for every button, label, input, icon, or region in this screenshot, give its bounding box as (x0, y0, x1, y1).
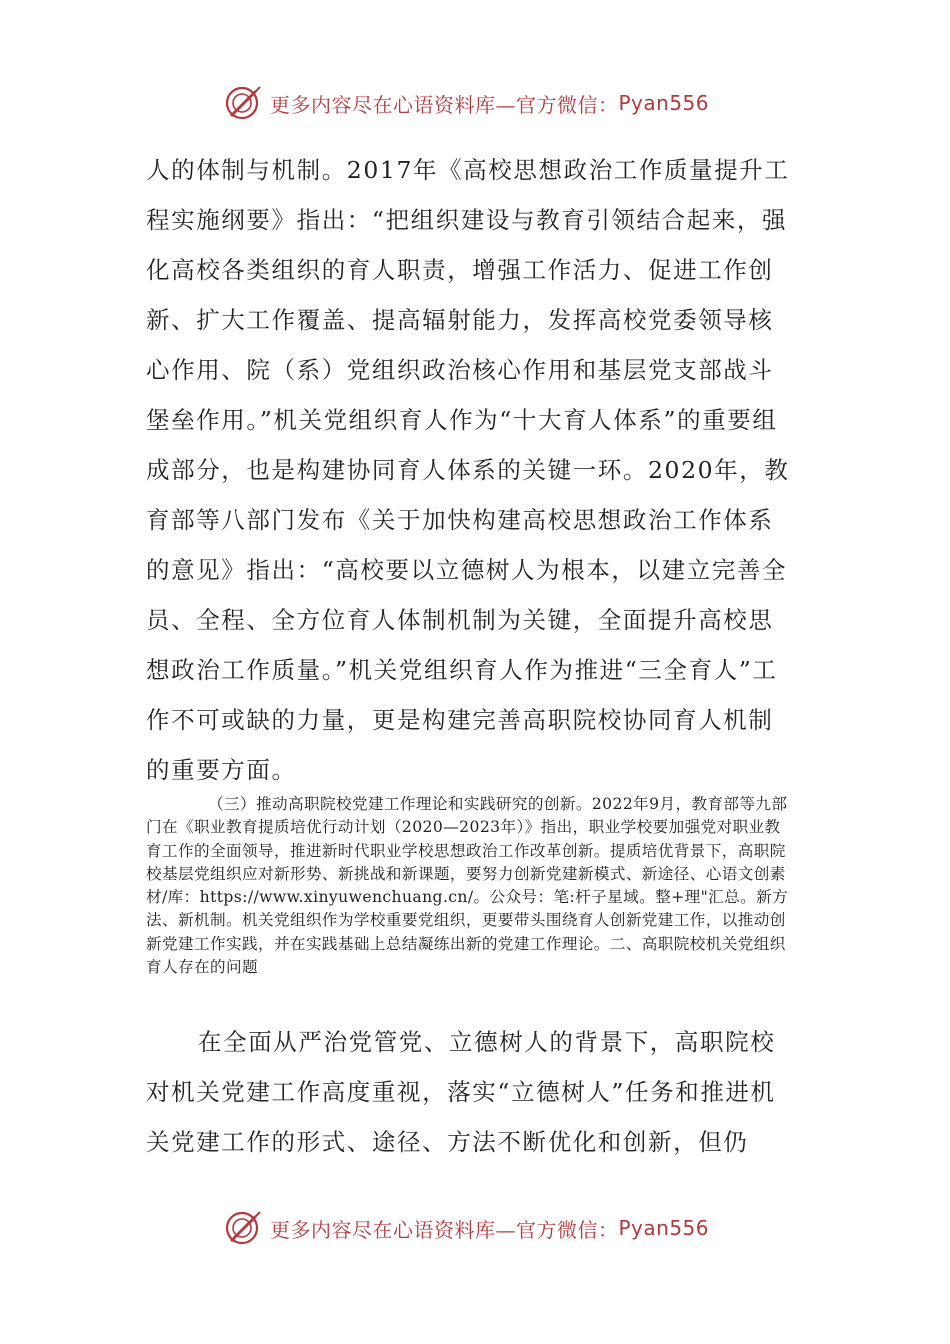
header-banner (0, 78, 950, 128)
wechat-id: Pyan556 (618, 1216, 710, 1240)
body-paragraph-top (146, 145, 796, 795)
banner-text: 更多内容尽在心语资料库—官方微信： (270, 92, 619, 117)
pen-logo-icon (224, 1208, 264, 1248)
wechat-id: Pyan556 (618, 91, 710, 115)
body-paragraph-small (146, 793, 796, 979)
banner-text: 更多内容尽在心语资料库—官方微信： (270, 1217, 619, 1242)
paragraph-text: 人的体制与机制。2017年《高校思想政治工作质量提升工程实施纲要》指出：“把组织建设与教育引领结合起来，强化高校各类组织的育人职责，增强工作活力、促进工作创新、扩大工作覆盖、提高辐射能力，发挥高校党委领导核心作用、院（系）党组织政治核心作用和基层党支部战斗堡垒作用。”机关党组织育人作为“十大育人体系”的重要组成部分，也是构建协同育人体系的关键一环。2020年，教育部等八部门发布《关于加快构建高校思想政治工作体系的意见》指出：“高校要以立德树人为根本，以建立完善全员、全程、全方位育人体制机制为关键，全面提升高校思想政治工作质量。”机关党组织育人作为推进“三全育人”工作不可或缺的力量，更是构建完善高职院校协同育人机制的重要方面。 (146, 156, 790, 784)
paragraph-text: 在全面从严治党管党、立德树人的背景下，高职院校对机关党建工作高度重视，落实“立德树人”任务和推进机关党建工作的形式、途径、方法不断优化和创新，但仍 (146, 1028, 776, 1156)
footer-banner (0, 1203, 950, 1253)
body-paragraph-bottom (146, 1017, 796, 1167)
paragraph-text: （三）推动高职院校党建工作理论和实践研究的创新。2022年9月，教育部等九部门在《职业教育提质培优行动计划（2020—2023年）》指出，职业学校要加强党对职业教育工作的全面领导，推进新时代职业学校思想政治工作改革创新。提质培优背景下，高职院校基层党组织应对新形势、新挑战和新课题，要努力创新党建新模式、新途径、心语文创素材/库：https://www.xinyuwenchuang.cn/。公众号：笔:杆子星域。整+理"汇总。新方法、新机制。机关党组织作为学校重要党组织，更要带头围绕育人创新党建工作，以推动创新党建工作实践，并在实践基础上总结凝练出新的党建工作理论。二、高职院校机关党组织育人存在的问题 (146, 795, 789, 977)
pen-logo-icon (224, 83, 264, 123)
